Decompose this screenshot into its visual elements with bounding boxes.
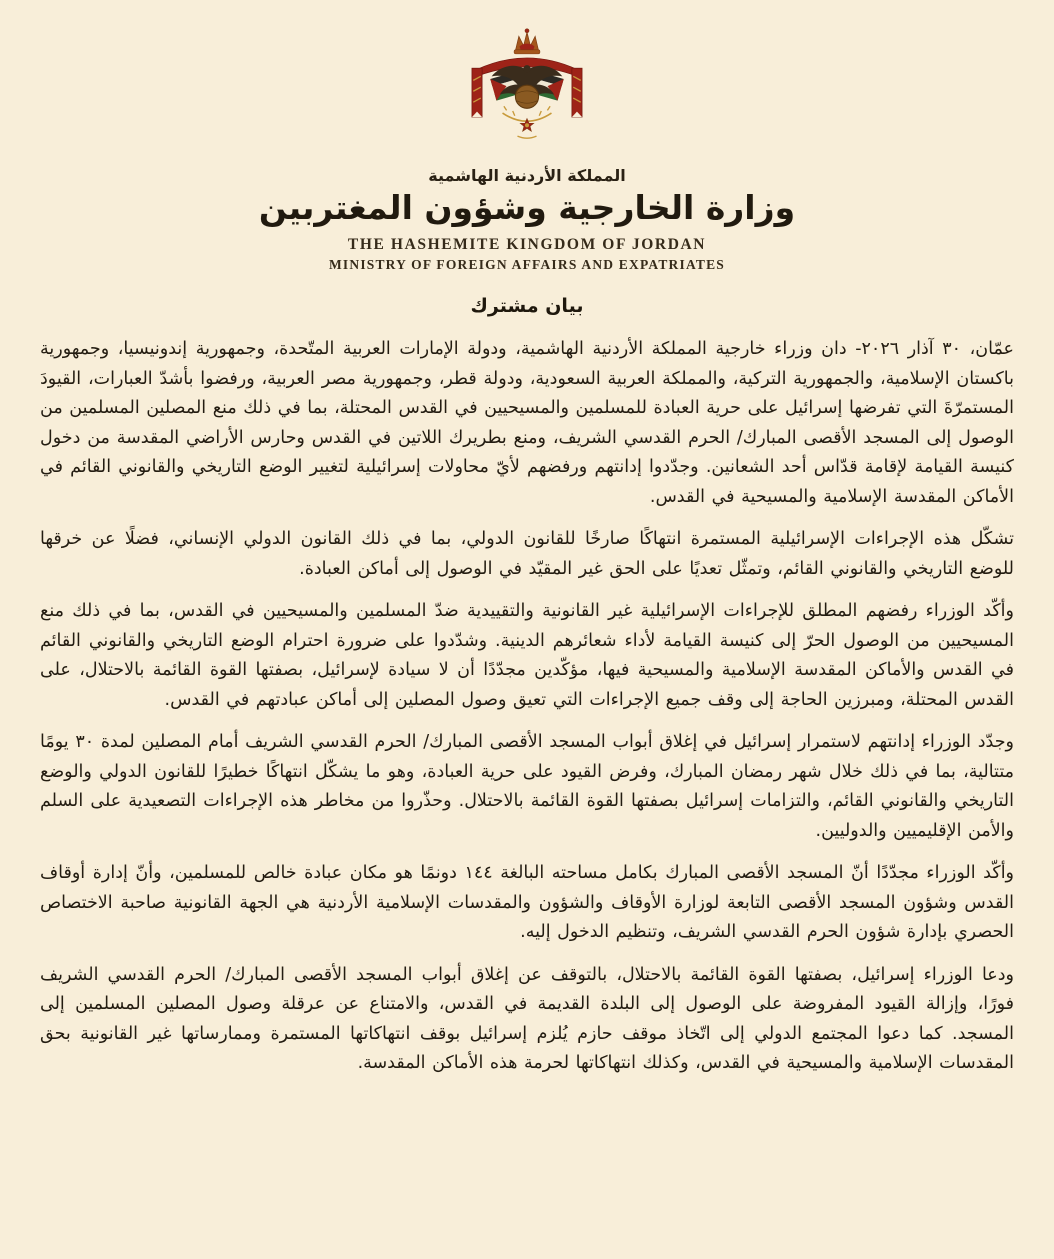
statement-paragraph: وأكّد الوزراء مجدّدًا أنّ المسجد الأقصى المبارك بكامل مساحته البالغة ١٤٤ دونمًا هو مكان عبادة خالص للمسلمين، وأنّ إدارة أوقاف القدس وشؤون المسجد الأقصى التابعة لوزارة الأوقاف والشؤون والمقدسات الإسلامية الأردنية هي الجهة القانونية صاحبة الاختصاص الحصري بإدارة شؤون الحرم القدسي الشريف، وتنظيم الدخول إليه.	[40, 863, 1015, 943]
statement-paragraph: وجدّد الوزراء إدانتهم لاستمرار إسرائيل في إغلاق أبواب المسجد الأقصى المبارك/ الحرم القدسي الشريف أمام المصلين لمدة ٣٠ يومًا متتالية، بما في ذلك خلال شهر رمضان المبارك، وفرض القيود على حرية العبادة، وهو ما يشكّل انتهاكًا خطيرًا للقانون الدولي والوضع التاريخي والقانوني القائم، والتزامات إسرائيل بصفتها القوة القائمة بالاحتلال. وحذّروا من مخاطر هذه الإجراءات التصعيدية على السلم والأمن الإقليميين والدوليين.	[40, 732, 1014, 841]
statement-paragraph: وأكّد الوزراء رفضهم المطلق للإجراءات الإسرائيلية غير القانونية والتقييدية ضدّ المسلمين والمسيحيين في القدس، بما في ذلك منع المسيحيين من الوصول الحرّ إلى كنيسة القيامة لأداء شعائرهم الدينية. وشدّدوا على ضرورة احترام الوضع التاريخي والقانوني القائم في القدس والأماكن المقدسة الإسلامية والمسيحية فيها، مؤكّدين مجدّدًا أن لا سيادة لإسرائيل، بصفتها القوة القائمة بالاحتلال، على القدس المحتلة، ومبرزين الحاجة إلى وقف جميع الإجراءات التي تعيق وصول المصلين إلى أماكن عبادتهم في القدس.	[40, 601, 1014, 710]
statement-paragraph: عمّان، ٣٠ آذار ٢٠٢٦- دان وزراء خارجية المملكة الأردنية الهاشمية، ودولة الإمارات العربية المتّحدة، وجمهورية إندونيسيا، وجمهورية باكستان الإسلامية، والجمهورية التركية، والمملكة العربية السعودية، ودولة قطر، وجمهورية مصر العربية، ورفضوا بأشدّ العبارات، القيودَ المستمرّةَ التي تفرضها إسرائيل على حرية العبادة للمسلمين والمسيحيين في القدس المحتلة، بما في ذلك منع المصلين المسلمين من الوصول إلى المسجد الأقصى المبارك/ الحرم القدسي الشريف، ومنع بطريرك اللاتين في القدس وحارس الأراضي المقدسة من دخول كنيسة القيامة لإقامة قدّاس أحد الشعانين. وجدّدوا إدانتهم ورفضهم لأيّ محاولات إسرائيلية لتغيير الوضع التاريخي والقانوني القائم في الأماكن المقدسة الإسلامية والمسيحية في القدس.	[40, 339, 1015, 507]
ministry-name-english: MINISTRY OF FOREIGN AFFAIRS AND EXPATRIATES	[328, 257, 726, 273]
letterhead	[0, 0, 1054, 273]
ministry-name-arabic-calligraphy: وزارة الخارجية وشؤون المغتربين	[258, 188, 796, 227]
statement-body	[0, 335, 1054, 1079]
statement-paragraph: تشكّل هذه الإجراءات الإسرائيلية المستمرة انتهاكًا صارخًا للقانون الدولي، بما في ذلك القانون الدولي الإنساني، فضلًا عن خرقها للوضع التاريخي والقانوني القائم، وتمثّل تعديًا على الحق غير المقيّد في الوصول إلى أماكن العبادة.	[40, 529, 1014, 579]
kingdom-name-arabic: المملكة الأردنية الهاشمية	[428, 166, 626, 185]
statement-paragraph: ودعا الوزراء إسرائيل، بصفتها القوة القائمة بالاحتلال، بالتوقف عن إغلاق أبواب المسجد الأقصى المبارك/ الحرم القدسي الشريف فورًا، وإزالة القيود المفروضة على الوصول إلى البلدة القديمة في القدس، والامتناع عن عرقلة وصول المصلين المسلمين إلى المسجد. كما دعوا المجتمع الدولي إلى اتّخاذ موقف حازم يُلزم إسرائيل بوقف انتهاكاتها المستمرة وممارساتها غير القانونية بحق المقدسات الإسلامية والمسيحية في القدس، وكذلك انتهاكاتها لحرمة هذه الأماكن المقدسة.	[40, 964, 1014, 1074]
kingdom-name-english: THE HASHEMITE KINGDOM OF JORDAN	[347, 236, 707, 254]
statement-title: بيان مشترك	[470, 295, 584, 318]
jordan-coat-of-arms-emblem	[452, 26, 602, 162]
